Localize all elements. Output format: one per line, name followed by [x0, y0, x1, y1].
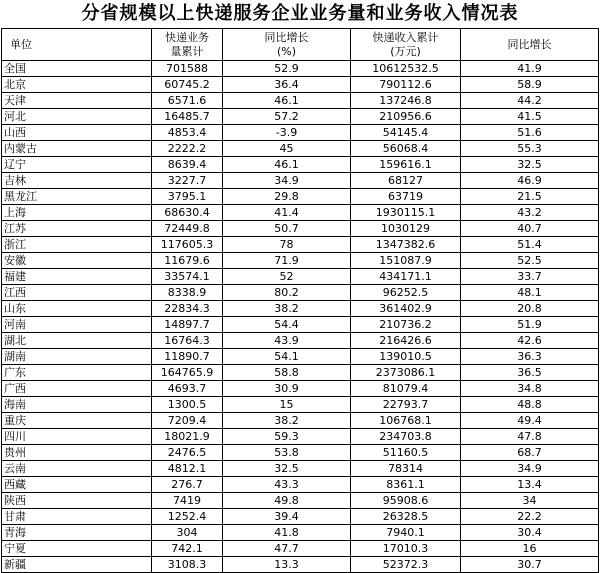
region-cell: 山西	[2, 125, 152, 141]
table-row	[2, 77, 599, 93]
volume-growth-cell: 38.2	[223, 301, 351, 317]
revenue-growth-cell: 58.9	[461, 77, 599, 93]
table-row	[2, 349, 599, 365]
region-cell: 贵州	[2, 445, 152, 461]
header-row	[2, 29, 599, 61]
revenue-cell: 22793.7	[351, 397, 461, 413]
table-body	[2, 61, 599, 573]
volume-growth-cell: -3.9	[223, 125, 351, 141]
revenue-cell: 361402.9	[351, 301, 461, 317]
volume-cell: 3795.1	[152, 189, 223, 205]
region-cell: 天津	[2, 93, 152, 109]
volume-growth-cell: 13.3	[223, 557, 351, 573]
volume-growth-cell: 15	[223, 397, 351, 413]
volume-growth-cell: 39.4	[223, 509, 351, 525]
volume-growth-cell: 59.3	[223, 429, 351, 445]
header-region-label: 单位	[10, 37, 32, 51]
table-row	[2, 141, 599, 157]
revenue-growth-cell: 41.5	[461, 109, 599, 125]
volume-growth-cell: 54.1	[223, 349, 351, 365]
region-cell: 江西	[2, 285, 152, 301]
volume-cell: 701588	[152, 61, 223, 77]
revenue-cell: 56068.4	[351, 141, 461, 157]
volume-cell: 18021.9	[152, 429, 223, 445]
volume-cell: 742.1	[152, 541, 223, 557]
revenue-cell: 1930115.1	[351, 205, 461, 221]
region-cell: 辽宁	[2, 157, 152, 173]
revenue-growth-cell: 43.2	[461, 205, 599, 221]
revenue-cell: 234703.8	[351, 429, 461, 445]
region-cell: 福建	[2, 269, 152, 285]
revenue-cell: 81079.4	[351, 381, 461, 397]
header-revenue-line2: (万元)	[390, 44, 421, 58]
table-row	[2, 61, 599, 77]
table-row	[2, 541, 599, 557]
revenue-cell: 159616.1	[351, 157, 461, 173]
table-row	[2, 493, 599, 509]
revenue-growth-cell: 22.2	[461, 509, 599, 525]
volume-growth-cell: 46.1	[223, 157, 351, 173]
header-volume-growth-line1: 同比增长	[264, 30, 309, 44]
revenue-cell: 139010.5	[351, 349, 461, 365]
table-row	[2, 557, 599, 573]
revenue-growth-cell: 34.9	[461, 461, 599, 477]
region-cell: 西藏	[2, 477, 152, 493]
table-row	[2, 413, 599, 429]
table-row	[2, 429, 599, 445]
volume-cell: 60745.2	[152, 77, 223, 93]
revenue-cell: 26328.5	[351, 509, 461, 525]
volume-growth-cell: 41.8	[223, 525, 351, 541]
region-cell: 吉林	[2, 173, 152, 189]
table-row	[2, 93, 599, 109]
table-row	[2, 381, 599, 397]
header-volume-line2: 量累计	[170, 44, 204, 58]
volume-cell: 4812.1	[152, 461, 223, 477]
table-row	[2, 189, 599, 205]
revenue-cell: 96252.5	[351, 285, 461, 301]
region-cell: 全国	[2, 61, 152, 77]
table-title: 分省规模以上快递服务企业业务量和业务收入情况表	[81, 3, 519, 24]
revenue-cell: 210956.6	[351, 109, 461, 125]
volume-cell: 72449.8	[152, 221, 223, 237]
table-row	[2, 301, 599, 317]
region-cell: 广东	[2, 365, 152, 381]
revenue-growth-cell: 13.4	[461, 477, 599, 493]
volume-cell: 304	[152, 525, 223, 541]
region-cell: 北京	[2, 77, 152, 93]
volume-cell: 3108.3	[152, 557, 223, 573]
region-cell: 江苏	[2, 221, 152, 237]
volume-growth-cell: 80.2	[223, 285, 351, 301]
revenue-growth-cell: 48.1	[461, 285, 599, 301]
region-cell: 重庆	[2, 413, 152, 429]
revenue-growth-cell: 51.4	[461, 237, 599, 253]
volume-cell: 2222.2	[152, 141, 223, 157]
region-cell: 广西	[2, 381, 152, 397]
volume-growth-cell: 52.9	[223, 61, 351, 77]
revenue-growth-cell: 51.9	[461, 317, 599, 333]
revenue-cell: 52372.3	[351, 557, 461, 573]
region-cell: 河南	[2, 317, 152, 333]
table-row	[2, 365, 599, 381]
express-data-table	[1, 28, 599, 573]
volume-growth-cell: 78	[223, 237, 351, 253]
table-row	[2, 509, 599, 525]
region-cell: 陕西	[2, 493, 152, 509]
table-row	[2, 461, 599, 477]
revenue-growth-cell: 55.3	[461, 141, 599, 157]
region-cell: 新疆	[2, 557, 152, 573]
revenue-growth-cell: 36.3	[461, 349, 599, 365]
volume-cell: 164765.9	[152, 365, 223, 381]
revenue-growth-cell: 48.8	[461, 397, 599, 413]
region-cell: 黑龙江	[2, 189, 152, 205]
volume-growth-cell: 43.3	[223, 477, 351, 493]
region-cell: 安徽	[2, 253, 152, 269]
revenue-cell: 434171.1	[351, 269, 461, 285]
revenue-cell: 210736.2	[351, 317, 461, 333]
volume-cell: 68630.4	[152, 205, 223, 221]
header-revenue	[351, 29, 461, 61]
revenue-growth-cell: 44.2	[461, 93, 599, 109]
volume-cell: 16764.3	[152, 333, 223, 349]
revenue-growth-cell: 34.8	[461, 381, 599, 397]
revenue-cell: 68127	[351, 173, 461, 189]
volume-growth-cell: 30.9	[223, 381, 351, 397]
revenue-growth-cell: 52.5	[461, 253, 599, 269]
revenue-growth-cell: 40.7	[461, 221, 599, 237]
volume-growth-cell: 46.1	[223, 93, 351, 109]
revenue-cell: 63719	[351, 189, 461, 205]
revenue-growth-cell: 49.4	[461, 413, 599, 429]
table-row	[2, 269, 599, 285]
header-volume	[152, 29, 223, 61]
revenue-cell: 10612532.5	[351, 61, 461, 77]
header-volume-line1: 快递业务	[165, 30, 209, 44]
revenue-growth-cell: 46.9	[461, 173, 599, 189]
revenue-cell: 1347382.6	[351, 237, 461, 253]
volume-cell: 117605.3	[152, 237, 223, 253]
table-row	[2, 109, 599, 125]
volume-cell: 8338.9	[152, 285, 223, 301]
revenue-growth-cell: 41.9	[461, 61, 599, 77]
table-row	[2, 253, 599, 269]
revenue-growth-cell: 30.4	[461, 525, 599, 541]
volume-cell: 8639.4	[152, 157, 223, 173]
volume-cell: 7209.4	[152, 413, 223, 429]
revenue-cell: 216426.6	[351, 333, 461, 349]
volume-cell: 16485.7	[152, 109, 223, 125]
revenue-cell: 790112.6	[351, 77, 461, 93]
volume-cell: 276.7	[152, 477, 223, 493]
volume-growth-cell: 47.7	[223, 541, 351, 557]
region-cell: 青海	[2, 525, 152, 541]
revenue-cell: 2373086.1	[351, 365, 461, 381]
volume-growth-cell: 50.7	[223, 221, 351, 237]
region-cell: 湖南	[2, 349, 152, 365]
region-cell: 河北	[2, 109, 152, 125]
volume-growth-cell: 41.4	[223, 205, 351, 221]
table-row	[2, 445, 599, 461]
region-cell: 湖北	[2, 333, 152, 349]
revenue-cell: 17010.3	[351, 541, 461, 557]
volume-growth-cell: 58.8	[223, 365, 351, 381]
volume-growth-cell: 32.5	[223, 461, 351, 477]
volume-cell: 6571.6	[152, 93, 223, 109]
volume-growth-cell: 36.4	[223, 77, 351, 93]
revenue-growth-cell: 42.6	[461, 333, 599, 349]
table-row	[2, 221, 599, 237]
table-row	[2, 173, 599, 189]
volume-cell: 4693.7	[152, 381, 223, 397]
volume-growth-cell: 29.8	[223, 189, 351, 205]
volume-growth-cell: 49.8	[223, 493, 351, 509]
volume-cell: 2476.5	[152, 445, 223, 461]
region-cell: 海南	[2, 397, 152, 413]
region-cell: 上海	[2, 205, 152, 221]
table-row	[2, 205, 599, 221]
revenue-cell: 78314	[351, 461, 461, 477]
volume-growth-cell: 45	[223, 141, 351, 157]
revenue-cell: 1030129	[351, 221, 461, 237]
revenue-growth-cell: 33.7	[461, 269, 599, 285]
region-cell: 浙江	[2, 237, 152, 253]
volume-cell: 14897.7	[152, 317, 223, 333]
revenue-cell: 106768.1	[351, 413, 461, 429]
revenue-growth-cell: 34	[461, 493, 599, 509]
region-cell: 内蒙古	[2, 141, 152, 157]
revenue-growth-cell: 20.8	[461, 301, 599, 317]
volume-growth-cell: 34.9	[223, 173, 351, 189]
revenue-growth-cell: 16	[461, 541, 599, 557]
volume-growth-cell: 53.8	[223, 445, 351, 461]
table-row	[2, 333, 599, 349]
volume-cell: 1252.4	[152, 509, 223, 525]
volume-growth-cell: 57.2	[223, 109, 351, 125]
revenue-growth-cell: 36.5	[461, 365, 599, 381]
header-revenue-growth-label: 同比增长	[507, 37, 552, 51]
table-row	[2, 525, 599, 541]
revenue-growth-cell: 51.6	[461, 125, 599, 141]
table-row	[2, 317, 599, 333]
revenue-cell: 7940.1	[351, 525, 461, 541]
volume-growth-cell: 52	[223, 269, 351, 285]
region-cell: 云南	[2, 461, 152, 477]
volume-growth-cell: 38.2	[223, 413, 351, 429]
volume-cell: 11890.7	[152, 349, 223, 365]
table-row	[2, 397, 599, 413]
revenue-cell: 137246.8	[351, 93, 461, 109]
volume-cell: 1300.5	[152, 397, 223, 413]
revenue-cell: 51160.5	[351, 445, 461, 461]
table-row	[2, 285, 599, 301]
volume-cell: 3227.7	[152, 173, 223, 189]
revenue-cell: 54145.4	[351, 125, 461, 141]
table-row	[2, 477, 599, 493]
volume-cell: 7419	[152, 493, 223, 509]
volume-cell: 22834.3	[152, 301, 223, 317]
revenue-growth-cell: 21.5	[461, 189, 599, 205]
header-region	[2, 29, 152, 61]
table-row	[2, 157, 599, 173]
volume-cell: 11679.6	[152, 253, 223, 269]
revenue-growth-cell: 32.5	[461, 157, 599, 173]
header-revenue-line1: 快递收入累计	[372, 30, 439, 44]
header-volume-growth	[223, 29, 351, 61]
region-cell: 四川	[2, 429, 152, 445]
volume-cell: 33574.1	[152, 269, 223, 285]
revenue-cell: 151087.9	[351, 253, 461, 269]
region-cell: 甘肃	[2, 509, 152, 525]
revenue-growth-cell: 68.7	[461, 445, 599, 461]
volume-growth-cell: 71.9	[223, 253, 351, 269]
table-row	[2, 125, 599, 141]
revenue-cell: 95908.6	[351, 493, 461, 509]
volume-growth-cell: 43.9	[223, 333, 351, 349]
table-row	[2, 237, 599, 253]
revenue-cell: 8361.1	[351, 477, 461, 493]
volume-cell: 4853.4	[152, 125, 223, 141]
region-cell: 山东	[2, 301, 152, 317]
revenue-growth-cell: 30.7	[461, 557, 599, 573]
region-cell: 宁夏	[2, 541, 152, 557]
header-revenue-growth	[461, 29, 599, 61]
revenue-growth-cell: 47.8	[461, 429, 599, 445]
volume-growth-cell: 54.4	[223, 317, 351, 333]
header-volume-growth-line2: (%)	[276, 44, 297, 58]
